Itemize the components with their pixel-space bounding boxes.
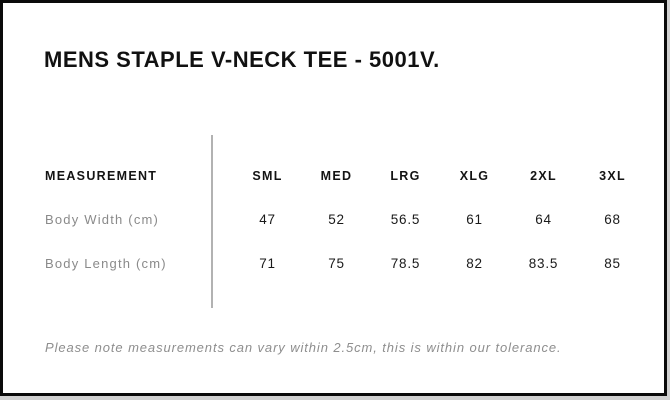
size-header-3xl: 3XL (599, 169, 626, 183)
tolerance-note: Please note measurements can vary within 2.5cm, this is within our tolerance. (45, 340, 562, 355)
size-header-med: MED (320, 169, 353, 183)
row-values (233, 253, 647, 275)
value-cell: 47 (259, 212, 276, 227)
value-cell: 56.5 (390, 212, 421, 227)
size-header-group (233, 165, 647, 187)
row-label: Body Length (cm) (45, 256, 167, 271)
value-cell: 61 (466, 212, 483, 227)
value-cell: 83.5 (528, 256, 559, 271)
measurement-column-header: MEASUREMENT (45, 169, 158, 183)
size-header-sml: SML (252, 169, 283, 183)
size-header-xlg: XLG (459, 169, 490, 183)
value-cell: 78.5 (390, 256, 421, 271)
value-cell: 71 (259, 256, 276, 271)
table-row-body-length (3, 253, 663, 275)
table-row-body-width (3, 209, 663, 231)
value-cell: 68 (604, 212, 621, 227)
table-header-row (3, 165, 663, 187)
value-cell: 85 (604, 256, 621, 271)
size-header-lrg: LRG (390, 169, 421, 183)
row-values (233, 209, 647, 231)
size-header-2xl: 2XL (530, 169, 557, 183)
value-cell: 64 (535, 212, 552, 227)
value-cell: 52 (328, 212, 345, 227)
page-title: MENS STAPLE V-NECK TEE - 5001V. (44, 47, 440, 72)
row-label: Body Width (cm) (45, 212, 160, 227)
size-table (3, 135, 663, 308)
value-cell: 75 (328, 256, 345, 271)
value-cell: 82 (466, 256, 483, 271)
